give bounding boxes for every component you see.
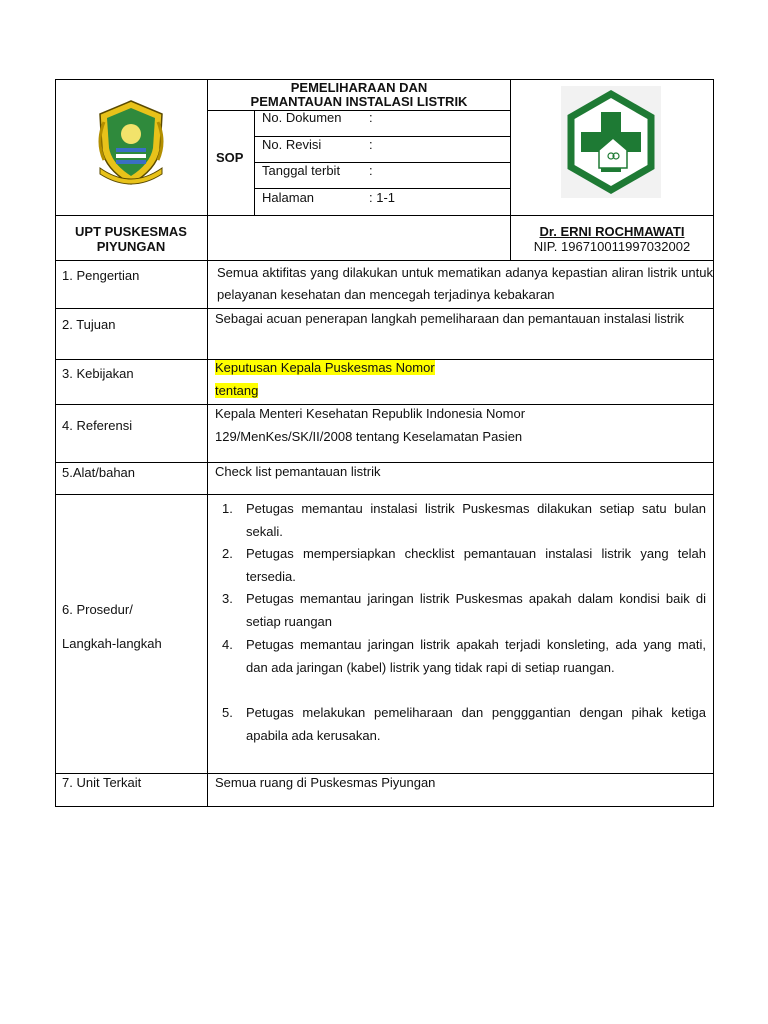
signer-nip: NIP. 196710011997032002 [533,239,691,254]
step-number: 3. [222,591,233,606]
unit-name-line2: PIYUNGAN [96,239,166,254]
puskesmas-logo-icon [561,86,661,198]
procedure-step-4 [222,633,706,702]
field-value-no-dokumen: : [369,110,373,125]
signer-name: Dr. ERNI ROCHMAWATI [539,224,685,239]
label-pengertian: 1. Pengertian [62,268,140,283]
procedure-step-2 [222,542,706,588]
procedure-step-5 [222,701,706,747]
field-label-no-dokumen: No. Dokumen [262,110,342,125]
step-number: 4. [222,637,233,652]
field-label-no-revisi: No. Revisi [262,137,322,152]
text-pengertian: Semua aktifitas yang dilakukan untuk mematikan adanya kepastian aliran listrik untuk pelayanan kesehatan dan mencegah terjadinya kebakaran [217,265,713,302]
label-prosedur-line1: 6. Prosedur/ [62,602,133,617]
label-unit-terkait: 7. Unit Terkait [62,775,142,790]
step-text: Petugas melakukan pemeliharaan dan pengggantian dengan pihak ketiga apabila ada kerusakan. [246,705,706,743]
label-kebijakan: 3. Kebijakan [62,366,134,381]
step-text: Petugas memantau jaringan listrik Puskesmas apakah dalam kondisi baik di setiap ruangan [246,591,706,629]
label-tujuan: 2. Tujuan [62,317,116,332]
sop-title-line2: PEMANTAUAN INSTALASI LISTRIK [250,94,468,109]
kebijakan-line1-wrap [215,360,435,375]
step-text: Petugas memantau jaringan listrik apakah terjadi konsleting, ada yang mati, dan ada jaringan (kabel) listrik yang tidak rapi di setiap ruangan. [246,637,706,675]
field-label-halaman: Halaman [262,190,315,205]
field-label-tanggal-terbit: Tanggal terbit [262,163,341,178]
regency-emblem-icon [92,98,170,188]
step-number: 5. [222,705,233,720]
text-kebijakan-line2: tentang [215,383,259,398]
step-text: Petugas memantau instalasi listrik Puskesmas dilakukan setiap satu bulan sekali. [246,501,706,539]
text-referensi-line1: Kepala Menteri Kesehatan Republik Indonesia Nomor [215,406,526,421]
text-referensi-line2: 129/MenKes/SK/II/2008 tentang Keselamatan Pasien [215,429,523,444]
field-value-halaman: : 1-1 [369,190,396,205]
step-text: Petugas mempersiapkan checklist pemantauan instalasi listrik yang telah tersedia. [246,546,706,584]
field-value-tanggal-terbit: : [369,163,373,178]
sop-label: SOP [216,150,244,165]
text-tujuan: Sebagai acuan penerapan langkah pemeliharaan dan pemantauan instalasi listrik [215,311,685,326]
kebijakan-line2-wrap [215,383,258,398]
procedure-step-1 [222,497,706,543]
sop-title-line1: PEMELIHARAAN DAN [290,80,428,95]
label-alat-bahan: 5.Alat/bahan [62,465,136,480]
label-referensi: 4. Referensi [62,418,133,433]
text-unit-terkait: Semua ruang di Puskesmas Piyungan [215,775,436,790]
label-prosedur-line2: Langkah-langkah [62,636,162,651]
unit-name-line1: UPT PUSKESMAS [75,224,187,239]
step-number: 2. [222,546,233,561]
text-kebijakan-line1: Keputusan Kepala Puskesmas Nomor [215,360,435,375]
step-number: 1. [222,501,233,516]
field-value-no-revisi: : [369,137,373,152]
procedure-step-3 [222,587,706,633]
text-alat-bahan: Check list pemantauan listrik [215,464,381,479]
